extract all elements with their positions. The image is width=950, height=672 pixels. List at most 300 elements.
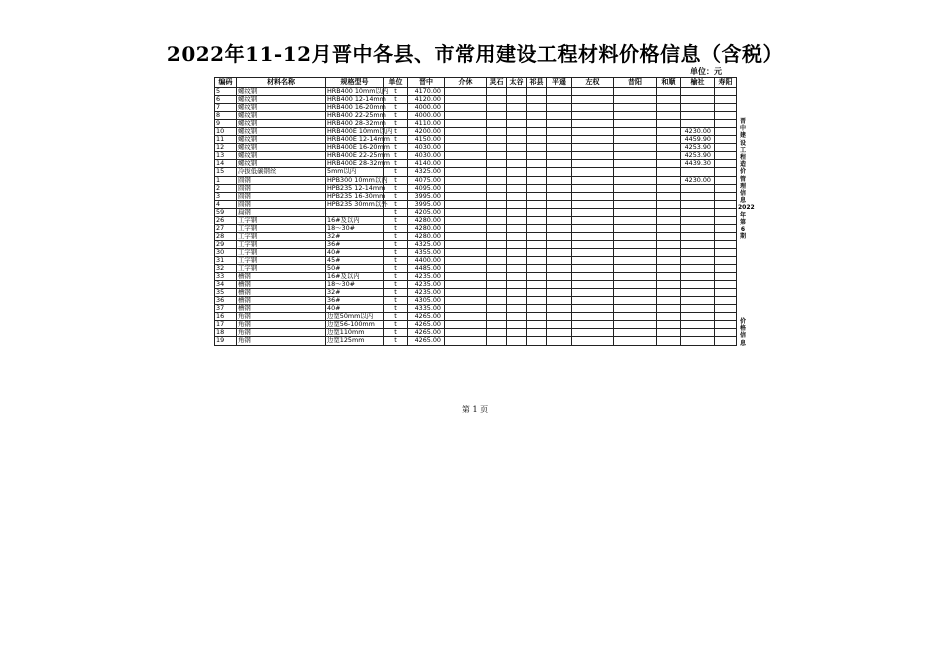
- table-row: [215, 168, 737, 176]
- cell-code: 7: [215, 104, 237, 112]
- cell-price-pingyao: [547, 104, 572, 112]
- cell-price-qixian: [527, 200, 547, 208]
- cell-price-pingyao: [547, 313, 572, 321]
- cell-price-shouyang: [715, 240, 737, 248]
- cell-price-taigu: [507, 208, 527, 216]
- cell-price-lingshi: [487, 240, 507, 248]
- column-header: 介休: [445, 78, 487, 88]
- cell-price-shouyang: [715, 152, 737, 160]
- cell-price-heshun: [657, 313, 681, 321]
- cell-material-name: 圆钢: [237, 200, 326, 208]
- cell-price-jinzhong: 4205.00: [408, 208, 445, 216]
- cell-price-zuoquan: [572, 224, 614, 232]
- cell-price-yushe: [681, 313, 715, 321]
- cell-unit: t: [384, 88, 408, 96]
- cell-material-name: 螺纹钢: [237, 88, 326, 96]
- cell-price-jinzhong: 4305.00: [408, 297, 445, 305]
- cell-spec: 18～30#: [326, 281, 384, 289]
- cell-material-name: 圆钢: [237, 192, 326, 200]
- cell-unit: t: [384, 192, 408, 200]
- cell-price-lingshi: [487, 313, 507, 321]
- cell-price-lingshi: [487, 136, 507, 144]
- cell-price-jinzhong: 4000.00: [408, 112, 445, 120]
- cell-unit: t: [384, 321, 408, 329]
- cell-price-heshun: [657, 104, 681, 112]
- cell-price-lingshi: [487, 96, 507, 104]
- cell-price-shouyang: [715, 160, 737, 168]
- cell-price-shouyang: [715, 96, 737, 104]
- cell-price-qixian: [527, 313, 547, 321]
- cell-price-jiexiu: [445, 248, 487, 256]
- cell-price-jinzhong: 4325.00: [408, 168, 445, 176]
- cell-price-jiexiu: [445, 265, 487, 273]
- column-header: 单位: [384, 78, 408, 88]
- cell-price-zuoquan: [572, 248, 614, 256]
- cell-spec: HRB400E 16-20mm: [327, 143, 390, 152]
- table-body: [215, 88, 737, 346]
- cell-price-lingshi: [487, 192, 507, 200]
- cell-spec: 5mm以内: [326, 168, 384, 176]
- cell-material-name: 螺纹钢: [237, 160, 326, 168]
- cell-price-lingshi: [487, 297, 507, 305]
- cell-price-lingshi: [487, 248, 507, 256]
- cell-code: 13: [215, 152, 237, 160]
- cell-price-qixian: [527, 104, 547, 112]
- cell-price-xiyang: [614, 337, 657, 345]
- cell-price-lingshi: [487, 120, 507, 128]
- table-row: [215, 305, 737, 313]
- cell-price-jiexiu: [445, 313, 487, 321]
- table-row: [215, 289, 737, 297]
- cell-price-yushe: [681, 208, 715, 216]
- cell-price-zuoquan: [572, 136, 614, 144]
- cell-price-qixian: [527, 192, 547, 200]
- cell-price-taigu: [507, 240, 527, 248]
- cell-price-qixian: [527, 232, 547, 240]
- cell-spec: HRB400E 28-32mm: [327, 159, 390, 168]
- cell-price-pingyao: [547, 321, 572, 329]
- cell-material-name: 槽钢: [237, 273, 326, 281]
- cell-price-shouyang: [715, 192, 737, 200]
- cell-price-jinzhong: 4325.00: [408, 240, 445, 248]
- cell-code: 29: [215, 240, 237, 248]
- cell-unit: t: [384, 184, 408, 192]
- cell-price-yushe: 4253.90: [681, 152, 715, 160]
- cell-price-shouyang: [715, 216, 737, 224]
- cell-price-shouyang: [715, 321, 737, 329]
- cell-price-taigu: [507, 184, 527, 192]
- cell-price-jiexiu: [445, 208, 487, 216]
- cell-price-zuoquan: [572, 305, 614, 313]
- cell-price-yushe: 4230.00: [681, 128, 715, 136]
- cell-unit: t: [384, 144, 408, 152]
- cell-unit: t: [384, 128, 408, 136]
- column-header: 太谷: [507, 78, 527, 88]
- cell-price-shouyang: [715, 88, 737, 96]
- column-header: 寿阳: [715, 78, 737, 88]
- cell-spec: 36#: [326, 240, 384, 248]
- cell-unit: t: [384, 120, 408, 128]
- column-header: 平遥: [547, 78, 572, 88]
- cell-code: 26: [215, 216, 237, 224]
- cell-price-jiexiu: [445, 321, 487, 329]
- cell-price-qixian: [527, 297, 547, 305]
- cell-price-jinzhong: 4485.00: [408, 265, 445, 273]
- cell-price-zuoquan: [572, 281, 614, 289]
- cell-price-qixian: [527, 120, 547, 128]
- table-row: [215, 240, 737, 248]
- cell-material-name: 工字钢: [237, 224, 326, 232]
- cell-material-name: 扁钢: [237, 208, 326, 216]
- cell-price-pingyao: [547, 265, 572, 273]
- cell-material-name: 角钢: [237, 321, 326, 329]
- cell-spec: 40#: [326, 248, 384, 256]
- cell-price-shouyang: [715, 232, 737, 240]
- cell-price-jiexiu: [445, 240, 487, 248]
- cell-price-lingshi: [487, 289, 507, 297]
- cell-price-zuoquan: [572, 104, 614, 112]
- table-row: [215, 144, 737, 152]
- cell-price-xiyang: [614, 297, 657, 305]
- cell-price-zuoquan: [572, 297, 614, 305]
- cell-price-xiyang: [614, 248, 657, 256]
- cell-material-name: 螺纹钢: [237, 112, 326, 120]
- cell-price-taigu: [507, 265, 527, 273]
- table-row: [215, 265, 737, 273]
- cell-price-pingyao: [547, 176, 572, 184]
- cell-code: 14: [215, 160, 237, 168]
- cell-spec: HRB400 10mm以内: [327, 87, 389, 96]
- cell-material-name: 工字钢: [237, 216, 326, 224]
- cell-price-pingyao: [547, 232, 572, 240]
- cell-code: 34: [215, 281, 237, 289]
- cell-price-qixian: [527, 256, 547, 264]
- cell-price-jiexiu: [445, 120, 487, 128]
- cell-unit: t: [384, 136, 408, 144]
- cell-price-pingyao: [547, 128, 572, 136]
- cell-price-taigu: [507, 112, 527, 120]
- cell-material-name: 槽钢: [237, 289, 326, 297]
- cell-unit: t: [384, 337, 408, 345]
- cell-unit: t: [384, 297, 408, 305]
- cell-price-qixian: [527, 152, 547, 160]
- cell-price-zuoquan: [572, 208, 614, 216]
- table-row: [215, 136, 737, 144]
- table-row: [215, 224, 737, 232]
- cell-price-qixian: [527, 216, 547, 224]
- cell-price-heshun: [657, 112, 681, 120]
- cell-price-jinzhong: 4280.00: [408, 224, 445, 232]
- cell-price-jinzhong: 4120.00: [408, 96, 445, 104]
- cell-code: 12: [215, 144, 237, 152]
- cell-material-name: 工字钢: [237, 265, 326, 273]
- cell-price-xiyang: [614, 224, 657, 232]
- table-row: [215, 216, 737, 224]
- cell-price-zuoquan: [572, 240, 614, 248]
- cell-price-zuoquan: [572, 337, 614, 345]
- column-header: 和顺: [657, 78, 681, 88]
- cell-spec: 边宽56-100mm: [326, 321, 384, 329]
- cell-price-zuoquan: [572, 313, 614, 321]
- cell-price-jinzhong: 4335.00: [408, 305, 445, 313]
- cell-material-name: 螺纹钢: [237, 128, 326, 136]
- cell-price-heshun: [657, 337, 681, 345]
- cell-price-jiexiu: [445, 168, 487, 176]
- cell-price-lingshi: [487, 184, 507, 192]
- cell-price-taigu: [507, 329, 527, 337]
- cell-price-yushe: [681, 88, 715, 96]
- table-row: [215, 88, 737, 96]
- cell-price-yushe: [681, 265, 715, 273]
- cell-price-pingyao: [547, 224, 572, 232]
- cell-spec: 16#及以内: [326, 273, 384, 281]
- cell-price-pingyao: [547, 256, 572, 264]
- cell-price-taigu: [507, 128, 527, 136]
- cell-price-heshun: [657, 281, 681, 289]
- cell-unit: t: [384, 104, 408, 112]
- cell-spec: 18～30#: [326, 224, 384, 232]
- column-header: 榆社: [681, 78, 715, 88]
- cell-spec: 36#: [326, 297, 384, 305]
- column-header: 昔阳: [614, 78, 657, 88]
- cell-unit: t: [384, 313, 408, 321]
- cell-price-zuoquan: [572, 160, 614, 168]
- cell-price-heshun: [657, 192, 681, 200]
- cell-price-heshun: [657, 256, 681, 264]
- cell-price-taigu: [507, 297, 527, 305]
- cell-spec: 32#: [326, 289, 384, 297]
- cell-price-qixian: [527, 240, 547, 248]
- table-row: [215, 120, 737, 128]
- cell-price-yushe: [681, 168, 715, 176]
- cell-price-taigu: [507, 321, 527, 329]
- cell-price-yushe: [681, 200, 715, 208]
- cell-material-name: 工字钢: [237, 232, 326, 240]
- cell-price-taigu: [507, 88, 527, 96]
- cell-price-shouyang: [715, 168, 737, 176]
- column-header: 祁县: [527, 78, 547, 88]
- cell-price-yushe: [681, 321, 715, 329]
- cell-price-jiexiu: [445, 232, 487, 240]
- cell-price-qixian: [527, 144, 547, 152]
- cell-price-qixian: [527, 88, 547, 96]
- cell-price-pingyao: [547, 136, 572, 144]
- cell-price-shouyang: [715, 200, 737, 208]
- cell-price-zuoquan: [572, 256, 614, 264]
- cell-price-heshun: [657, 329, 681, 337]
- cell-price-yushe: [681, 240, 715, 248]
- cell-price-qixian: [527, 281, 547, 289]
- cell-spec: HPB235 16-30mm: [327, 191, 386, 200]
- cell-code: 4: [215, 200, 237, 208]
- cell-price-taigu: [507, 168, 527, 176]
- cell-price-shouyang: [715, 120, 737, 128]
- cell-price-shouyang: [715, 329, 737, 337]
- cell-price-xiyang: [614, 192, 657, 200]
- cell-price-taigu: [507, 273, 527, 281]
- cell-price-taigu: [507, 96, 527, 104]
- cell-price-yushe: [681, 297, 715, 305]
- cell-price-heshun: [657, 168, 681, 176]
- cell-price-shouyang: [715, 208, 737, 216]
- cell-price-heshun: [657, 88, 681, 96]
- cell-price-lingshi: [487, 176, 507, 184]
- cell-price-taigu: [507, 200, 527, 208]
- cell-price-yushe: [681, 273, 715, 281]
- cell-price-taigu: [507, 176, 527, 184]
- cell-unit: t: [384, 248, 408, 256]
- cell-spec: 边宽125mm: [326, 337, 384, 345]
- cell-spec: HRB400E 10mm以内: [327, 127, 393, 136]
- cell-price-lingshi: [487, 168, 507, 176]
- cell-price-heshun: [657, 144, 681, 152]
- cell-price-jinzhong: 4075.00: [408, 176, 445, 184]
- cell-price-zuoquan: [572, 120, 614, 128]
- cell-unit: t: [384, 152, 408, 160]
- cell-unit: t: [384, 281, 408, 289]
- cell-unit: t: [384, 232, 408, 240]
- cell-unit: t: [384, 289, 408, 297]
- cell-unit: t: [384, 208, 408, 216]
- cell-material-name: 圆钢: [237, 184, 326, 192]
- cell-price-qixian: [527, 265, 547, 273]
- cell-price-jinzhong: 4280.00: [408, 216, 445, 224]
- cell-price-pingyao: [547, 144, 572, 152]
- cell-price-yushe: [681, 112, 715, 120]
- cell-price-qixian: [527, 321, 547, 329]
- cell-material-name: 槽钢: [237, 297, 326, 305]
- cell-price-shouyang: [715, 297, 737, 305]
- cell-price-xiyang: [614, 176, 657, 184]
- table-row: [215, 232, 737, 240]
- cell-price-jiexiu: [445, 128, 487, 136]
- cell-price-taigu: [507, 337, 527, 345]
- cell-price-jiexiu: [445, 160, 487, 168]
- cell-price-yushe: 4439.30: [681, 160, 715, 168]
- cell-spec: HRB400E 12-14mm: [327, 135, 390, 144]
- column-header: 晋中: [408, 78, 445, 88]
- cell-price-heshun: [657, 184, 681, 192]
- cell-price-taigu: [507, 232, 527, 240]
- cell-price-zuoquan: [572, 329, 614, 337]
- page-number: 第 1 页: [461, 405, 489, 414]
- cell-price-pingyao: [547, 216, 572, 224]
- cell-price-jiexiu: [445, 136, 487, 144]
- cell-spec: 32#: [326, 232, 384, 240]
- cell-price-heshun: [657, 248, 681, 256]
- cell-code: 2: [215, 184, 237, 192]
- cell-material-name: 工字钢: [237, 256, 326, 264]
- cell-unit: t: [384, 168, 408, 176]
- cell-spec: HRB400 16-20mm: [327, 103, 386, 112]
- cell-unit: t: [384, 112, 408, 120]
- cell-price-lingshi: [487, 265, 507, 273]
- cell-price-jinzhong: 4200.00: [408, 128, 445, 136]
- cell-price-jiexiu: [445, 184, 487, 192]
- cell-price-lingshi: [487, 200, 507, 208]
- cell-code: 59: [215, 208, 237, 216]
- cell-material-name: 螺纹钢: [237, 144, 326, 152]
- cell-price-xiyang: [614, 240, 657, 248]
- column-header: 灵石: [487, 78, 507, 88]
- cell-spec: 50#: [326, 265, 384, 273]
- cell-price-yushe: 4459.90: [681, 136, 715, 144]
- cell-price-heshun: [657, 297, 681, 305]
- cell-price-jiexiu: [445, 273, 487, 281]
- cell-material-name: 槽钢: [237, 281, 326, 289]
- cell-material-name: 螺纹钢: [237, 136, 326, 144]
- cell-price-taigu: [507, 224, 527, 232]
- cell-price-xiyang: [614, 256, 657, 264]
- cell-price-taigu: [507, 104, 527, 112]
- cell-price-lingshi: [487, 337, 507, 345]
- cell-price-qixian: [527, 329, 547, 337]
- cell-price-pingyao: [547, 337, 572, 345]
- side-note-issue: 晋中建设工程造价管理信息2022年第6期: [738, 118, 755, 241]
- cell-price-qixian: [527, 168, 547, 176]
- cell-price-qixian: [527, 136, 547, 144]
- cell-code: 37: [215, 305, 237, 313]
- cell-code: 33: [215, 273, 237, 281]
- table-row: [215, 297, 737, 305]
- cell-code: 3: [215, 192, 237, 200]
- table-row: [215, 176, 737, 184]
- table-row: [215, 248, 737, 256]
- price-table: [214, 77, 737, 346]
- cell-price-xiyang: [614, 232, 657, 240]
- column-header: 编码: [215, 78, 237, 88]
- cell-price-lingshi: [487, 273, 507, 281]
- cell-price-yushe: [681, 305, 715, 313]
- table-row: [215, 273, 737, 281]
- cell-price-shouyang: [715, 256, 737, 264]
- cell-price-taigu: [507, 160, 527, 168]
- cell-price-yushe: [681, 329, 715, 337]
- cell-price-xiyang: [614, 104, 657, 112]
- cell-price-heshun: [657, 120, 681, 128]
- cell-price-xiyang: [614, 136, 657, 144]
- cell-code: 18: [215, 329, 237, 337]
- cell-price-pingyao: [547, 184, 572, 192]
- cell-price-xiyang: [614, 184, 657, 192]
- cell-price-xiyang: [614, 305, 657, 313]
- cell-price-xiyang: [614, 208, 657, 216]
- cell-price-jiexiu: [445, 305, 487, 313]
- cell-price-yushe: [681, 281, 715, 289]
- cell-price-heshun: [657, 208, 681, 216]
- table-row: [215, 160, 737, 168]
- cell-price-jiexiu: [445, 297, 487, 305]
- cell-price-yushe: [681, 289, 715, 297]
- cell-price-qixian: [527, 160, 547, 168]
- cell-unit: t: [384, 273, 408, 281]
- cell-unit: t: [384, 216, 408, 224]
- cell-price-jiexiu: [445, 281, 487, 289]
- column-header: 左权: [572, 78, 614, 88]
- cell-price-qixian: [527, 184, 547, 192]
- cell-price-heshun: [657, 200, 681, 208]
- cell-price-lingshi: [487, 112, 507, 120]
- cell-price-zuoquan: [572, 232, 614, 240]
- cell-price-zuoquan: [572, 273, 614, 281]
- cell-price-jinzhong: 4030.00: [408, 152, 445, 160]
- cell-spec: 边宽110mm: [326, 329, 384, 337]
- column-header: 材料名称: [237, 78, 326, 88]
- cell-material-name: 冷拔低碳钢丝: [237, 168, 326, 176]
- cell-price-zuoquan: [572, 200, 614, 208]
- cell-price-jinzhong: 4110.00: [408, 120, 445, 128]
- cell-material-name: 槽钢: [237, 305, 326, 313]
